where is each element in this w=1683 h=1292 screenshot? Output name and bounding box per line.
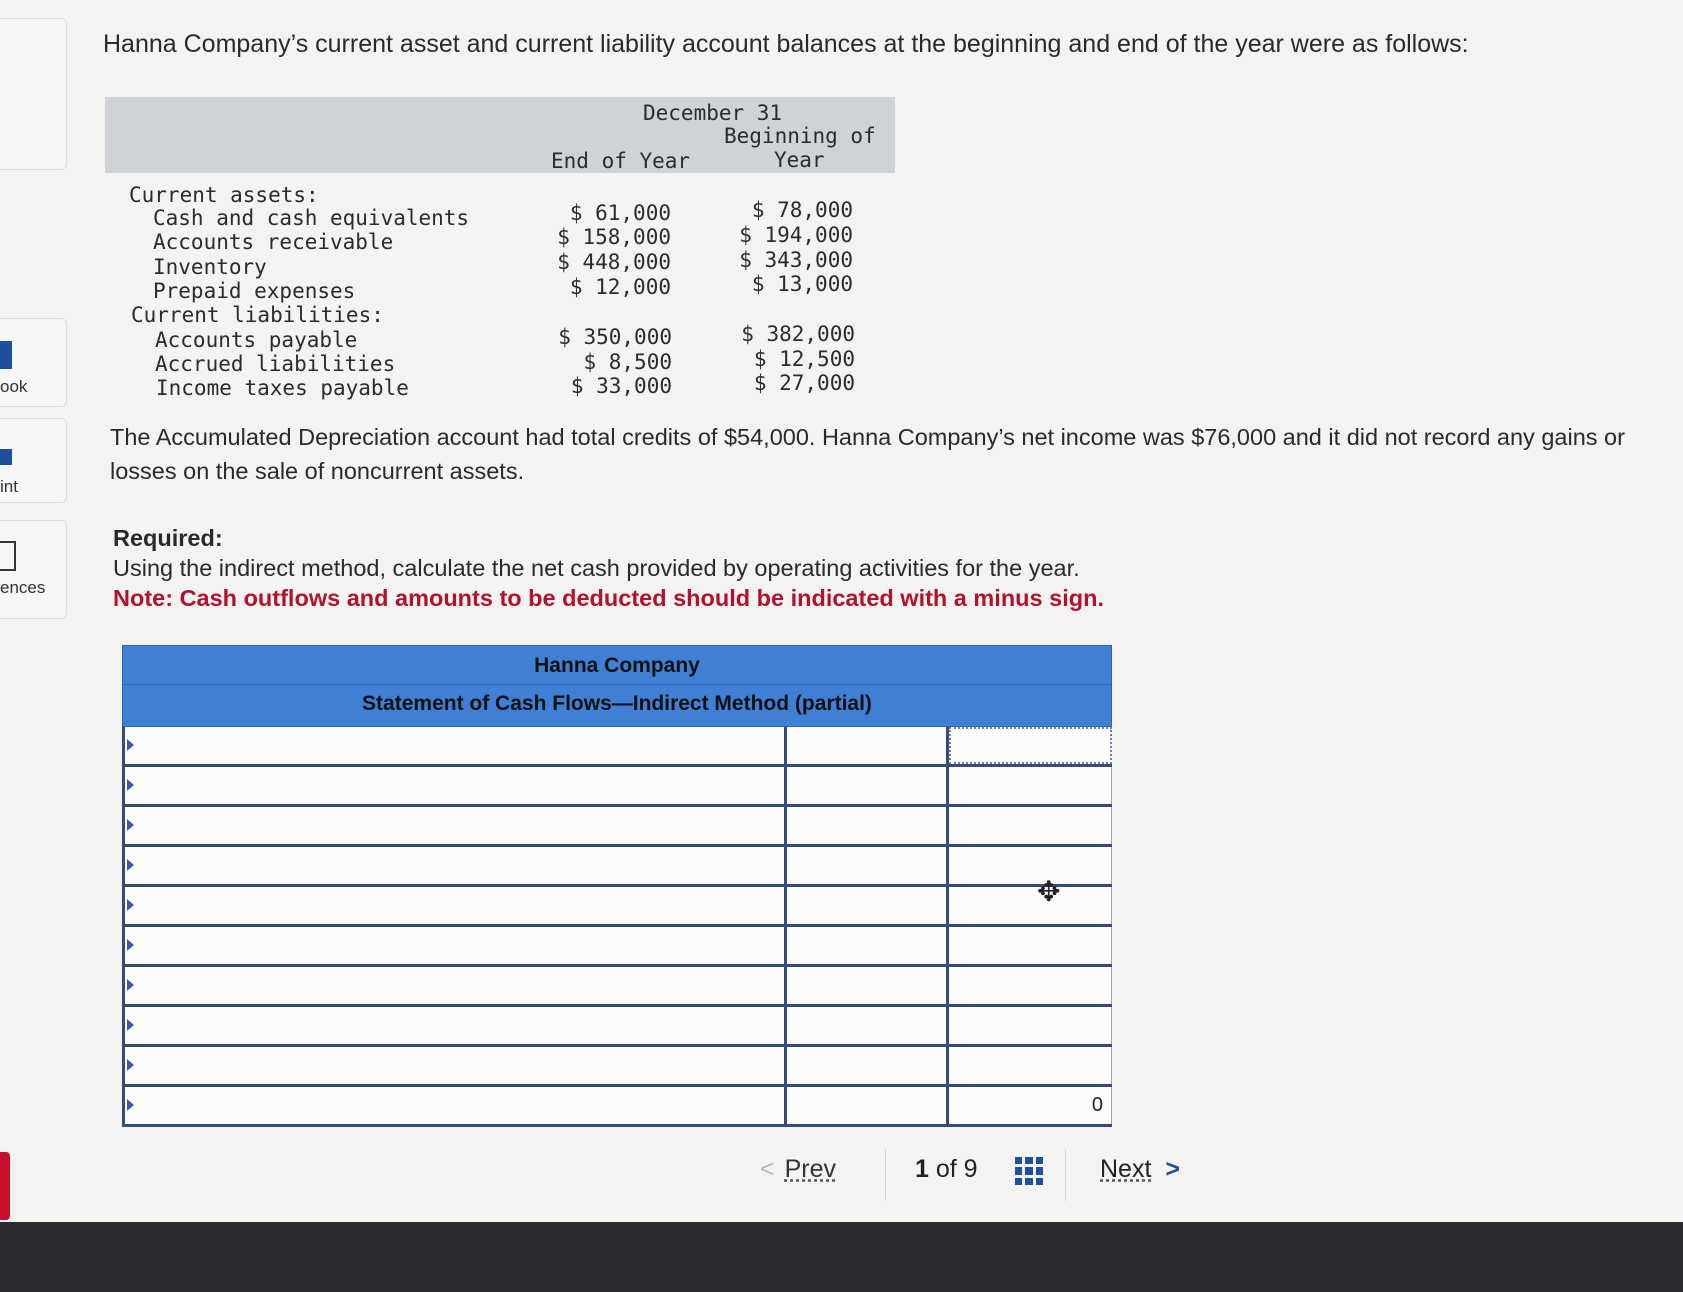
row-label: Accounts payable <box>155 328 358 352</box>
current-liabilities-label: Current liabilities: <box>131 303 384 327</box>
amount-input[interactable] <box>787 807 949 844</box>
worksheet-row <box>122 807 1112 847</box>
dropdown-caret-icon <box>127 899 134 911</box>
description-dropdown[interactable] <box>122 847 787 884</box>
worksheet-header <box>122 645 1112 727</box>
dropdown-caret-icon <box>127 1059 134 1071</box>
worksheet-row <box>122 927 1112 967</box>
screen-bezel <box>0 1222 1683 1292</box>
required-note: Note: Cash outflows and amounts to be deducted should be indicated with a minus sign. <box>113 585 1104 611</box>
current-assets-label: Current assets: <box>129 183 319 207</box>
row-label: Income taxes payable <box>156 376 409 400</box>
prev-button[interactable] <box>760 1155 836 1184</box>
amount-input[interactable] <box>787 847 949 884</box>
amount-input[interactable] <box>787 767 949 804</box>
liability-end-value: $ 8,500 <box>583 350 672 374</box>
dropdown-caret-icon <box>127 1099 134 1111</box>
total-input[interactable] <box>949 967 1112 1004</box>
book-icon <box>0 341 12 369</box>
liability-begin-value: $ 382,000 <box>741 322 855 346</box>
problem-paragraph: The Accumulated Depreciation account had total credits of $54,000. Hanna Company’s net income was $76,000 and it did not record any gains or losses on the sale of noncurrent assets. <box>110 424 1625 484</box>
row-label: Accounts receivable <box>153 230 394 254</box>
header-beginning-of: Beginning of <box>724 124 876 148</box>
amount-input[interactable] <box>787 1087 949 1124</box>
total-input[interactable] <box>949 887 1112 924</box>
asset-begin-value: $ 194,000 <box>739 223 853 247</box>
chevron-left-icon: < <box>760 1155 775 1183</box>
worksheet-row <box>122 967 1112 1007</box>
divider <box>885 1149 886 1201</box>
cash-flow-worksheet <box>122 645 1112 1127</box>
balance-table <box>105 97 895 412</box>
sidebar-item-label: ences <box>0 578 46 597</box>
row-label: Prepaid expenses <box>153 279 356 303</box>
worksheet-row <box>122 727 1112 767</box>
sidebar-item-references[interactable] <box>0 520 67 619</box>
total-input[interactable] <box>949 767 1112 804</box>
total-input[interactable] <box>949 1007 1112 1044</box>
description-dropdown[interactable] <box>122 807 787 844</box>
asset-end-value: $ 61,000 <box>569 201 671 225</box>
question-text: Hanna Company’s current asset and current liability account balances at the beginning and end of the year were as follows: <box>103 30 1469 58</box>
description-dropdown[interactable] <box>122 967 787 1004</box>
liability-end-value: $ 33,000 <box>570 374 672 398</box>
left-sidebar <box>0 0 70 1222</box>
dropdown-caret-icon <box>127 819 134 831</box>
amount-input[interactable] <box>787 1047 949 1084</box>
asset-end-value: $ 448,000 <box>557 250 671 274</box>
description-dropdown[interactable] <box>122 1047 787 1084</box>
worksheet-rows <box>122 727 1112 1127</box>
worksheet-row <box>122 1087 1112 1127</box>
asset-begin-value: $ 13,000 <box>751 272 853 296</box>
worksheet-row <box>122 1007 1112 1047</box>
divider <box>1065 1149 1066 1201</box>
worksheet-subtitle: Statement of Cash Flows—Indirect Method (partial) <box>362 692 872 715</box>
dropdown-caret-icon <box>127 859 134 871</box>
total-input[interactable] <box>949 847 1112 884</box>
page-count <box>915 1155 978 1184</box>
row-label: Inventory <box>153 255 267 279</box>
current-page: 1 <box>915 1155 929 1183</box>
description-dropdown[interactable] <box>122 1087 787 1124</box>
description-dropdown[interactable] <box>122 1007 787 1044</box>
dropdown-caret-icon <box>127 779 134 791</box>
row-label: Accrued liabilities <box>155 352 396 376</box>
amount-input[interactable] <box>787 927 949 964</box>
total-input[interactable] <box>949 927 1112 964</box>
print-icon <box>0 449 12 465</box>
sidebar-card-top[interactable] <box>0 18 67 170</box>
total-pages: 9 <box>963 1155 978 1183</box>
total-input[interactable]: 0 <box>949 1087 1112 1124</box>
sidebar-alert-marker <box>0 1152 10 1220</box>
amount-input[interactable] <box>787 967 949 1004</box>
dropdown-caret-icon <box>127 739 134 751</box>
worksheet-row <box>122 887 1112 927</box>
of-label: of <box>935 1155 957 1183</box>
worksheet-row <box>122 847 1112 887</box>
description-dropdown[interactable] <box>122 767 787 804</box>
amount-input[interactable] <box>787 887 949 924</box>
liability-end-value: $ 350,000 <box>558 325 672 349</box>
required-text: Using the indirect method, calculate the net cash provided by operating activities for the year. <box>113 555 1080 581</box>
sidebar-item-print[interactable] <box>0 418 67 503</box>
references-icon <box>0 541 16 571</box>
chevron-right-icon: > <box>1165 1155 1181 1183</box>
sidebar-item-ebook[interactable] <box>0 318 67 407</box>
liability-begin-value: $ 12,500 <box>753 347 855 371</box>
required-heading: Required: <box>113 525 223 551</box>
total-input[interactable] <box>949 1047 1112 1084</box>
asset-begin-value: $ 343,000 <box>739 248 853 272</box>
prev-label: Prev <box>784 1155 837 1183</box>
header-end-of-year: End of Year <box>551 149 691 173</box>
liability-begin-value: $ 27,000 <box>753 371 855 395</box>
move-cursor-icon: ✥ <box>1037 876 1061 907</box>
row-label: Cash and cash equivalents <box>153 206 470 230</box>
header-december: December 31 <box>643 101 783 125</box>
description-dropdown[interactable] <box>122 727 787 764</box>
description-dropdown[interactable] <box>122 887 787 924</box>
dropdown-caret-icon <box>127 1019 134 1031</box>
dropdown-caret-icon <box>127 939 134 951</box>
total-input[interactable] <box>949 807 1112 844</box>
header-year: Year <box>774 148 825 172</box>
dropdown-caret-icon <box>127 979 134 991</box>
asset-begin-value: $ 78,000 <box>751 198 853 222</box>
asset-end-value: $ 12,000 <box>569 275 671 299</box>
worksheet-title: Hanna Company <box>123 646 1111 685</box>
question-grid-icon[interactable] <box>1015 1157 1043 1185</box>
amount-input[interactable] <box>787 1007 949 1044</box>
description-dropdown[interactable] <box>122 927 787 964</box>
sidebar-item-label: int <box>0 477 18 496</box>
worksheet-row <box>122 1047 1112 1087</box>
asset-end-value: $ 158,000 <box>557 225 671 249</box>
next-button[interactable] <box>1100 1155 1180 1184</box>
sidebar-item-label: ook <box>0 377 28 396</box>
total-input[interactable] <box>949 727 1112 764</box>
next-label: Next <box>1100 1155 1152 1183</box>
required-section <box>113 523 1104 613</box>
amount-input[interactable] <box>787 727 949 764</box>
worksheet-row <box>122 767 1112 807</box>
